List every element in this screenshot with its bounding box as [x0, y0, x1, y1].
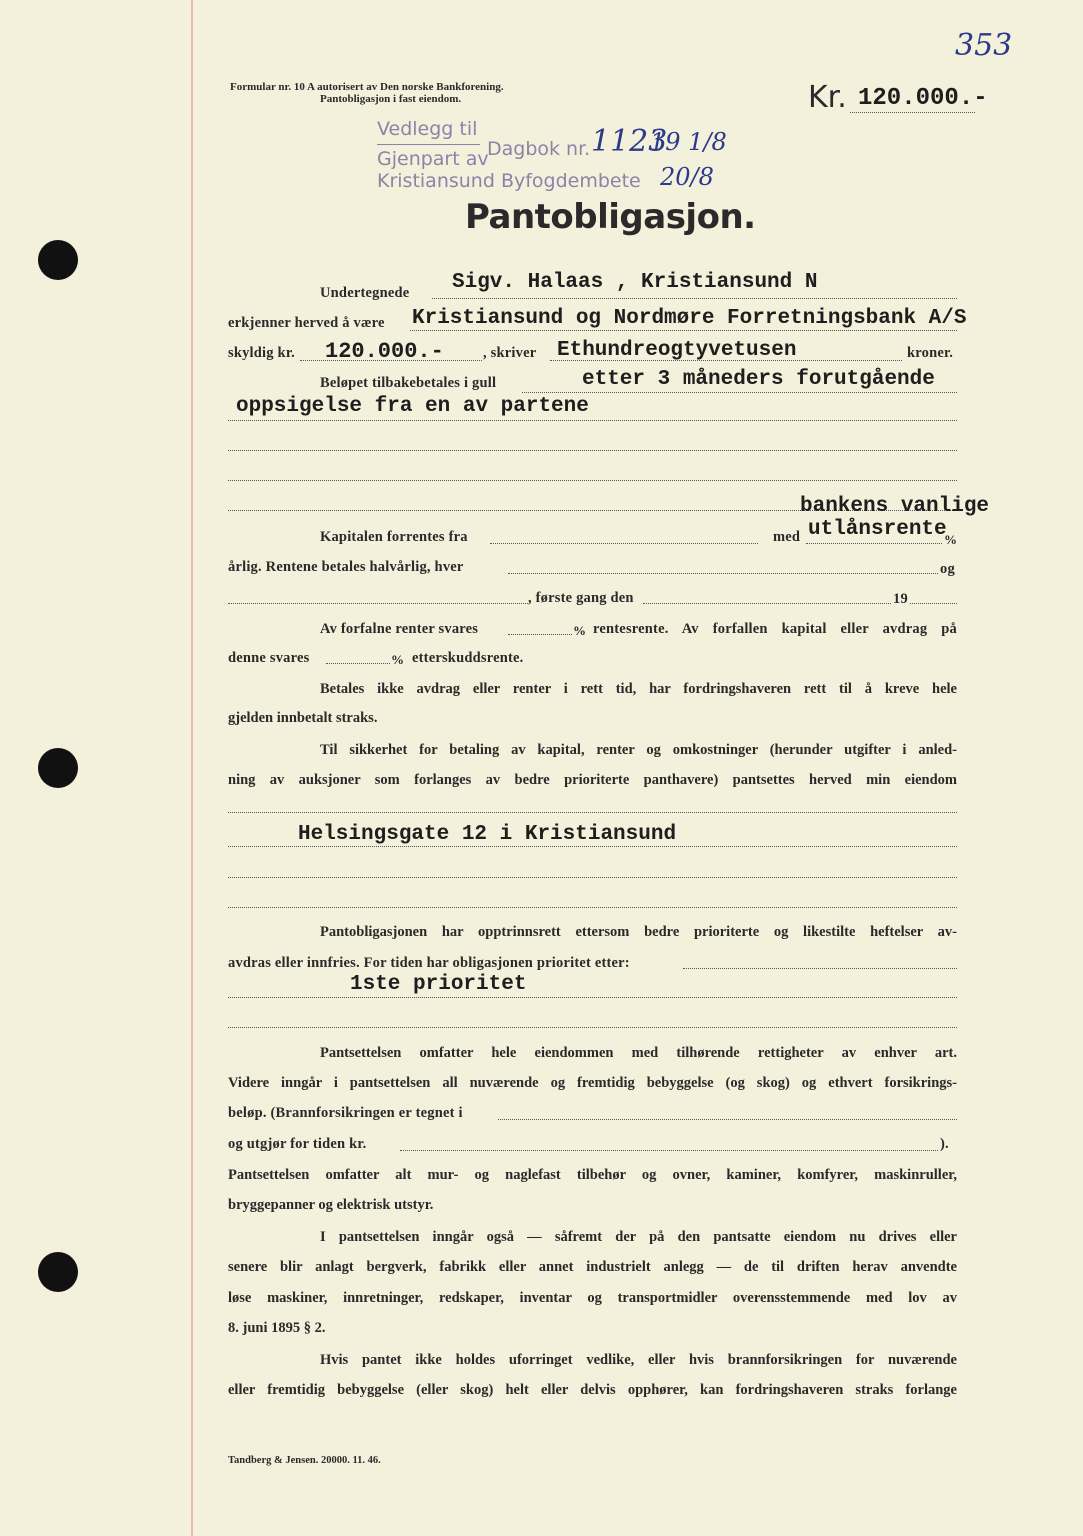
form-header-line1: Formular nr. 10 A autorisert av Den norske Bankforening.	[230, 81, 504, 93]
paragraph-pant-2: Videre inngår i pantsettelsen all nuværende og fremtidig bebyggelse (og skog) og ethvert forsikrings-	[228, 1075, 957, 1091]
undertegnede-line	[432, 298, 957, 299]
stamp-dagbok-nr: 1123	[591, 124, 668, 159]
percent-sign: %	[573, 623, 587, 638]
property-value: Helsingsgate 12 i Kristiansund	[298, 823, 677, 846]
stamp-gjenpart: Gjenpart av	[377, 148, 489, 170]
utgjor-label: og utgjør for tiden kr.	[228, 1136, 367, 1152]
skriver-label: , skriver	[483, 345, 537, 361]
priority-value: 1ste prioritet	[350, 973, 527, 996]
creditor-line	[410, 330, 957, 331]
year-line	[910, 603, 957, 604]
amount-header-value: 120.000.-	[858, 85, 988, 112]
amount-words-line	[550, 360, 902, 361]
forste-line	[643, 603, 891, 604]
form-header-line2: Pantobligasjon i fast eiendom.	[320, 93, 462, 105]
repayment-line1-rule	[522, 392, 957, 393]
property-line	[228, 846, 957, 847]
paragraph-sikkerhet-2: ning av auksjoner som forlanges av bedre prioriterte panthavere) pantsettes herved min eiendom	[228, 772, 957, 788]
repayment-line2-rule	[228, 420, 957, 421]
arlig-label: årlig. Rentene betales halvårlig, hver	[228, 559, 464, 575]
close-paren: ).	[940, 1136, 949, 1152]
blank-line	[228, 1027, 957, 1028]
rate-line1: bankens vanlige	[800, 495, 990, 518]
priority-line-1	[683, 968, 957, 969]
paragraph-pant-4: bryggepanner og elektrisk utstyr.	[228, 1197, 434, 1213]
forste-pre-line	[228, 603, 528, 604]
amount-value: 120.000.-	[325, 339, 444, 364]
skyldig-label: skyldig kr.	[228, 345, 295, 361]
brann-line	[498, 1119, 957, 1120]
stamp-date1: 19 1/8	[650, 128, 727, 156]
repayment-line2: oppsigelse fra en av partene	[236, 395, 589, 418]
forfalne-line	[508, 634, 572, 635]
document-title: Pantobligasjon.	[465, 197, 756, 237]
percent-sign: %	[391, 652, 405, 667]
creditor-value: Kristiansund og Nordmøre Forretningsbank A/S	[412, 307, 967, 330]
rate-line	[806, 543, 942, 544]
erkjenner-label: erkjenner herved å være	[228, 315, 385, 331]
priority-label: avdras eller innfries. For tiden har obligasjonen prioritet etter:	[228, 955, 630, 971]
paragraph-opptrinn-1: Pantobligasjonen har opptrinnsrett ettersom bedre prioriterte og likestilte heftelser av-	[320, 924, 957, 940]
paragraph-betales-1: Betales ikke avdrag eller renter i rett tid, har fordringshaveren rett til å kreve hele	[320, 681, 957, 697]
forste-label: , første gang den	[528, 590, 634, 606]
arlig-line	[508, 573, 938, 574]
page-number: 353	[955, 28, 1013, 63]
amount-header-line	[850, 112, 975, 113]
blank-line	[228, 480, 957, 481]
forfalne-label: Av forfalne renter svares	[320, 621, 479, 637]
percent-sign: %	[944, 532, 958, 547]
blank-line	[228, 877, 957, 878]
kapitalen-line	[490, 543, 758, 544]
printer-footer: Tandberg & Jensen. 20000. 11. 46.	[228, 1455, 381, 1466]
undertegnede-value: Sigv. Halaas , Kristiansund N	[452, 271, 818, 294]
paragraph-ogsa-3: løse maskiner, innretninger, redskaper, inventar og transportmidler overensstemmende med lov av	[228, 1290, 957, 1306]
utgjor-line	[400, 1150, 938, 1151]
margin-rule	[191, 0, 193, 1536]
punch-hole	[38, 240, 78, 280]
paragraph-betales-2: gjelden innbetalt straks.	[228, 710, 378, 726]
stamp-rule	[377, 144, 480, 145]
paragraph-pant-3: Pantsettelsen omfatter alt mur- og naglefast tilbehør og ovner, kaminer, komfyrer, maskinruller,	[228, 1167, 957, 1183]
paragraph-pant-1: Pantsettelsen omfatter hele eiendommen med tilhørende rettigheter av enhver art.	[320, 1045, 957, 1061]
paragraph-ogsa-2: senere blir anlagt bergverk, fabrikk eller annet industrielt anlegg — de til driften herav anvendte	[228, 1259, 957, 1275]
punch-hole	[38, 1252, 78, 1292]
med-label: med	[773, 529, 801, 545]
denne-line	[326, 663, 390, 664]
og-label: og	[940, 561, 955, 577]
blank-line	[228, 450, 957, 451]
nineteen-label: 19	[893, 591, 908, 607]
stamp-office: Kristiansund Byfogdembete	[377, 170, 641, 192]
paragraph-ogsa-4: 8. juni 1895 § 2.	[228, 1320, 326, 1336]
forfalne-rest: rentesrente. Av forfallen kapital eller avdrag på	[593, 621, 957, 637]
undertegnede-label: Undertegnede	[320, 285, 410, 301]
stamp-vedlegg: Vedlegg til	[377, 118, 478, 140]
rate-line2: utlånsrente	[808, 518, 947, 541]
amount-words-value: Ethundreogtyvetusen	[557, 339, 797, 362]
punch-hole	[38, 748, 78, 788]
kapitalen-label: Kapitalen forrentes fra	[320, 529, 468, 545]
etterskudd-label: etterskuddsrente.	[412, 650, 524, 666]
stamp-date2: 20/8	[660, 163, 714, 191]
blank-line	[228, 812, 957, 813]
paragraph-sikkerhet-1: Til sikkerhet for betaling av kapital, renter og omkostninger (herunder utgifter i anled-	[320, 742, 957, 758]
stamp-dagbok: Dagbok nr.	[487, 138, 591, 160]
brann-label: beløp. (Brannforsikringen er tegnet i	[228, 1105, 463, 1121]
blank-line	[228, 907, 957, 908]
belopet-label: Beløpet tilbakebetales i gull	[320, 375, 497, 391]
paragraph-ogsa-1: I pantsettelsen inngår også — såfremt der på den pantsatte eiendom nu drives eller	[320, 1229, 957, 1245]
priority-line-2	[228, 997, 957, 998]
denne-label: denne svares	[228, 650, 310, 666]
paragraph-hvis-2: eller fremtidig bebyggelse (eller skog) helt eller delvis opphører, kan fordringshaveren straks forlange	[228, 1382, 957, 1398]
amount-line	[300, 360, 482, 361]
kroner-label: kroner.	[907, 345, 954, 361]
amount-prefix: Kr.	[808, 80, 847, 115]
paragraph-hvis-1: Hvis pantet ikke holdes uforringet vedlike, eller hvis brannforsikringen for nuværende	[320, 1352, 957, 1368]
repayment-line1: etter 3 måneders forutgående	[582, 368, 935, 391]
